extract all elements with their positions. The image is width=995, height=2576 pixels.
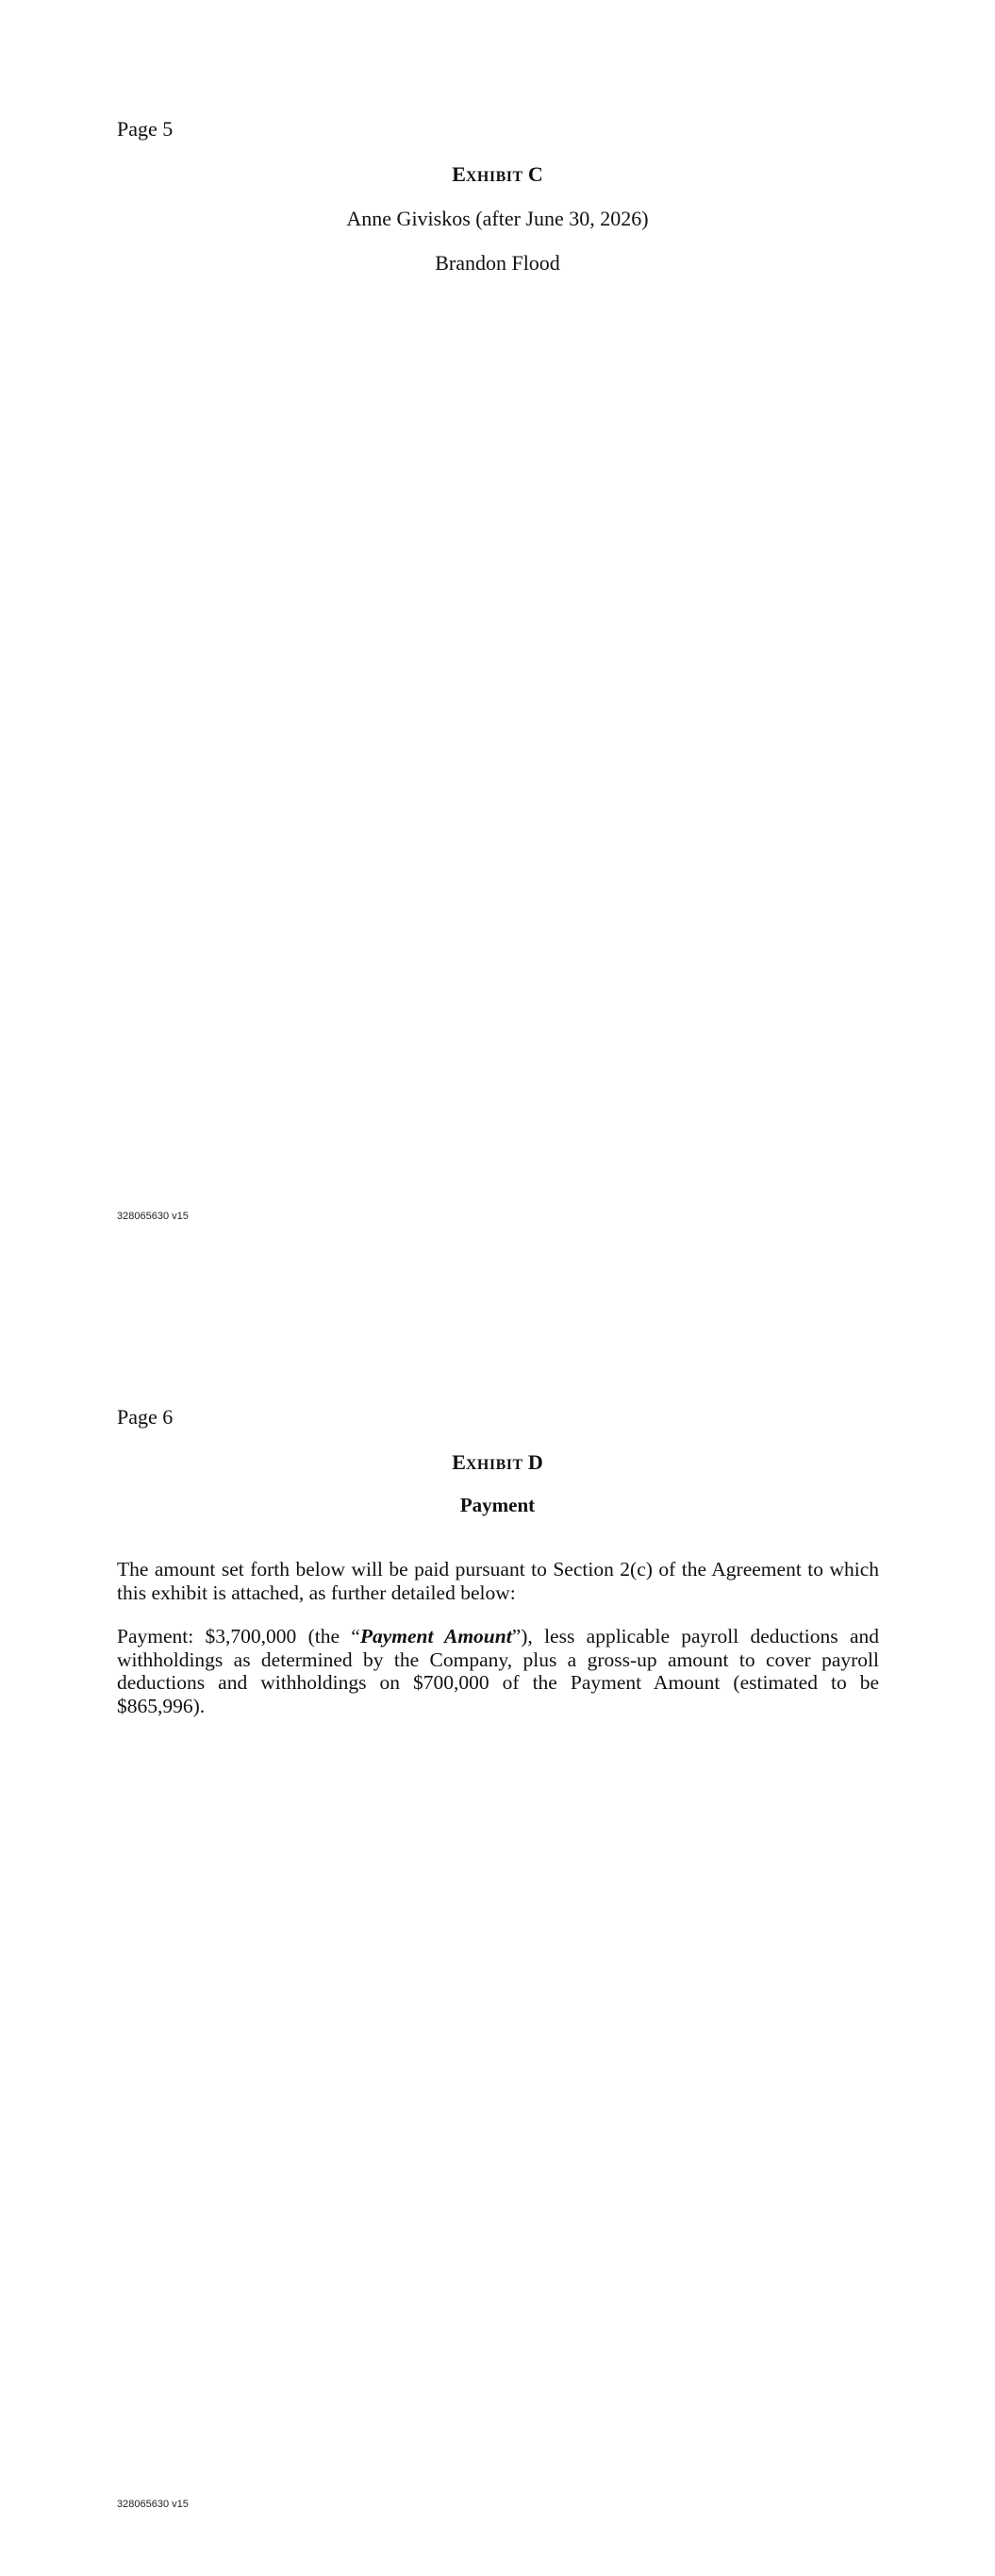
page-number-label: Page 5 [117,117,174,141]
document-footer-id: 328065630 v15 [117,2499,189,2510]
document-footer-id: 328065630 v15 [117,1211,189,1222]
page-number-label: Page 6 [117,1405,174,1429]
exhibit-heading-initial: E [452,162,466,186]
exhibit-heading-initial: E [452,1450,466,1474]
exhibit-heading-letter: C [527,162,543,186]
exhibit-d-heading [0,1451,995,1477]
payment-subheading: Payment [459,1494,536,1516]
named-person-brandon-flood: Brandon Flood [435,251,560,275]
payment-amount-defined-term: Payment Amount [359,1625,512,1648]
page-6 [0,1288,995,2576]
exhibit-heading-letter: D [527,1450,543,1474]
exhibit-heading-word: XHIBIT [465,1457,523,1473]
intro-paragraph: The amount set forth below will be paid pursuant to Section 2(c) of the Agreement to which this exhibit is attached, as further detailed below: [117,1558,879,1604]
payment-text-before: Payment: $3,700,000 (the “ [117,1625,360,1648]
exhibit-c-heading [0,163,995,189]
exhibit-heading-word: XHIBIT [465,169,523,185]
payment-paragraph [117,1625,879,1717]
payment-text-after: ”), less applicable payroll deductions and withholdings as determined by the Company, plus a gross-up amount to cover payroll deductions and withholdings on $700,000 of the Payment Amount (estimated to be $865,996). [117,1625,879,1717]
named-person-anne-giviskos: Anne Giviskos (after June 30, 2026) [346,207,649,230]
